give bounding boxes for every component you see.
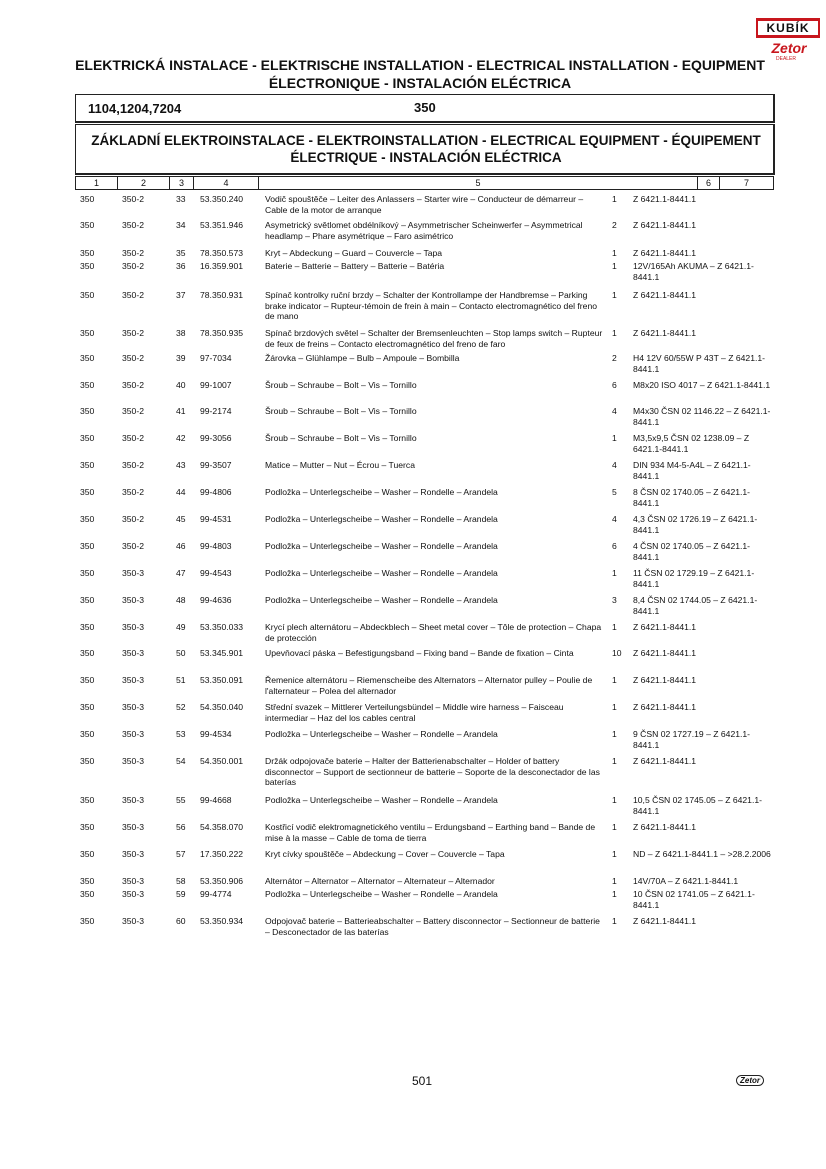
table-cell-c3: 52	[176, 702, 186, 712]
table-cell-c3: 49	[176, 622, 186, 632]
table-cell-c3: 41	[176, 406, 186, 416]
table-cell-c4: 53.350.906	[200, 876, 244, 886]
table-cell-c3: 33	[176, 194, 186, 204]
table-cell-c2: 350-2	[122, 433, 144, 443]
table-cell-c3: 39	[176, 353, 186, 363]
table-cell-c5: Baterie – Batterie – Battery – Batterie – Batéria	[265, 261, 445, 271]
table-cell-c7: Z 6421.1-8441.1	[633, 702, 697, 712]
table-cell-c6: 6	[612, 380, 617, 390]
table-cell-c1: 350	[80, 541, 95, 551]
table-cell-c6: 1	[612, 194, 617, 204]
table-cell-c7: 10,5 ČSN 02 1745.05 – Z 6421.1-8441.1	[633, 795, 762, 816]
table-cell-c6: 1	[612, 822, 617, 832]
table-cell-c7: Z 6421.1-8441.1	[633, 822, 697, 832]
table-cell-c4: 54.350.040	[200, 702, 244, 712]
table-cell-c2: 350-3	[122, 795, 144, 805]
table-cell-c5: Podložka – Unterlegscheibe – Washer – Rondelle – Arandela	[265, 889, 498, 899]
table-cell-c6: 2	[612, 220, 617, 230]
table-cell-c1: 350	[80, 675, 95, 685]
table-cell-c7: 12V/165Ah AKUMA – Z 6421.1-8441.1	[633, 261, 754, 282]
table-cell-c1: 350	[80, 194, 95, 204]
table-cell-c2: 350-2	[122, 328, 144, 338]
table-cell-c4: 99-3056	[200, 433, 232, 443]
table-cell-c2: 350-2	[122, 353, 144, 363]
page-title	[60, 56, 780, 92]
table-cell-c1: 350	[80, 380, 95, 390]
table-cell-c3: 53	[176, 729, 186, 739]
table-cell-c1: 350	[80, 795, 95, 805]
table-cell-c5: Krycí plech alternátoru – Abdeckblech – Sheet metal cover – Tôle de protection – Chapa de protección	[265, 622, 602, 643]
table-cell-c6: 6	[612, 541, 617, 551]
table-cell-c3: 57	[176, 849, 186, 859]
table-cell-c7: Z 6421.1-8441.1	[633, 756, 697, 766]
table-cell-c1: 350	[80, 729, 95, 739]
zetor-badge: Zetor	[736, 1075, 764, 1086]
table-cell-c6: 1	[612, 756, 617, 766]
table-cell-c3: 43	[176, 460, 186, 470]
table-cell-c7: Z 6421.1-8441.1	[633, 248, 697, 258]
table-cell-c6: 3	[612, 595, 617, 605]
table-cell-c5: Podložka – Unterlegscheibe – Washer – Rondelle – Arandela	[265, 487, 498, 497]
table-cell-c2: 350-3	[122, 916, 144, 926]
table-cell-c4: 99-4534	[200, 729, 232, 739]
table-cell-c5: Matice – Mutter – Nut – Écrou – Tuerca	[265, 460, 415, 470]
table-cell-c3: 60	[176, 916, 186, 926]
table-cell-c6: 1	[612, 433, 617, 443]
table-cell-c2: 350-2	[122, 194, 144, 204]
table-cell-c5: Šroub – Schraube – Bolt – Vis – Tornillo	[265, 380, 417, 390]
table-cell-c4: 78.350.573	[200, 248, 244, 258]
table-cell-c3: 44	[176, 487, 186, 497]
table-cell-c4: 54.350.001	[200, 756, 244, 766]
table-cell-c7: Z 6421.1-8441.1	[633, 675, 697, 685]
table-cell-c4: 99-4774	[200, 889, 232, 899]
title-line-2: ÉLECTRONIQUE - INSTALACIÓN ELÉCTRICA	[268, 75, 572, 91]
section-title-line-1: ZÁKLADNÍ ELEKTROINSTALACE - ELEKTROINSTALLATION - ELECTRICAL EQUIPMENT - ÉQUIPEMENT	[91, 133, 761, 148]
table-cell-c1: 350	[80, 889, 95, 899]
table-cell-c1: 350	[80, 648, 95, 658]
table-cell-c7: M3,5x9,5 ČSN 02 1238.09 – Z 6421.1-8441.1	[633, 433, 750, 454]
table-cell-c6: 1	[612, 916, 617, 926]
table-cell-c7: Z 6421.1-8441.1	[633, 290, 697, 300]
logo-red-bar	[756, 18, 820, 38]
table-cell-c4: 99-2174	[200, 406, 232, 416]
table-cell-c6: 1	[612, 622, 617, 632]
table-cell-c5: Spínač kontrolky ruční brzdy – Schalter der Kontrollampe der Handbremse – Parking brake indicator – Rupteur-témoin de frein à main – Contacto electromagnético del freno de mano	[265, 290, 597, 321]
column-header-row	[75, 176, 774, 190]
table-cell-c2: 350-3	[122, 622, 144, 632]
table-cell-c3: 55	[176, 795, 186, 805]
table-cell-c4: 99-4531	[200, 514, 232, 524]
table-cell-c5: Držák odpojovače baterie – Halter der Batterienabschalter – Holder of battery disconnector – Support de sectionneur de batterie – Soporte de la desconectador de las baterías	[265, 756, 600, 787]
table-cell-c1: 350	[80, 876, 95, 886]
table-cell-c2: 350-3	[122, 568, 144, 578]
table-cell-c1: 350	[80, 460, 95, 470]
table-cell-c2: 350-2	[122, 380, 144, 390]
table-cell-c5: Žárovka – Glühlampe – Bulb – Ampoule – Bombilla	[265, 353, 460, 363]
table-cell-c6: 1	[612, 702, 617, 712]
table-cell-c2: 350-2	[122, 460, 144, 470]
table-cell-c1: 350	[80, 822, 95, 832]
table-cell-c4: 53.351.946	[200, 220, 244, 230]
column-header: 2	[118, 177, 170, 189]
table-cell-c3: 51	[176, 675, 186, 685]
table-cell-c2: 350-2	[122, 406, 144, 416]
table-cell-c7: Z 6421.1-8441.1	[633, 328, 697, 338]
table-cell-c3: 35	[176, 248, 186, 258]
table-cell-c7: 11 ČSN 02 1729.19 – Z 6421.1-8441.1	[633, 568, 755, 589]
logo-dealer-text: DEALER	[776, 56, 797, 62]
table-cell-c6: 1	[612, 889, 617, 899]
table-cell-c5: Střední svazek – Mittlerer Verteilungsbündel – Middle wire harness – Faisceau intermediar – Haz del los cables central	[265, 702, 564, 723]
table-cell-c5: Kryt cívky spouštěče – Abdeckung – Cover – Couvercle – Tapa	[265, 849, 505, 859]
table-cell-c1: 350	[80, 595, 95, 605]
table-cell-c7: 4,3 ČSN 02 1726.19 – Z 6421.1-8441.1	[633, 514, 758, 535]
table-cell-c2: 350-3	[122, 648, 144, 658]
table-cell-c6: 1	[612, 729, 617, 739]
table-cell-c2: 350-2	[122, 541, 144, 551]
table-cell-c4: 54.358.070	[200, 822, 244, 832]
table-cell-c2: 350-2	[122, 220, 144, 230]
table-cell-c7: Z 6421.1-8441.1	[633, 622, 697, 632]
table-cell-c5: Kryt – Abdeckung – Guard – Couvercle – Tapa	[265, 248, 443, 258]
table-cell-c7: Z 6421.1-8441.1	[633, 916, 697, 926]
table-cell-c7: 9 ČSN 02 1727.19 – Z 6421.1-8441.1	[633, 729, 751, 750]
column-header: 7	[743, 178, 749, 188]
table-cell-c1: 350	[80, 328, 95, 338]
table-cell-c7: ND – Z 6421.1-8441.1 – >28.2.2006	[633, 849, 771, 859]
group-number: 350	[414, 100, 436, 115]
table-cell-c4: 99-1007	[200, 380, 232, 390]
table-cell-c6: 1	[612, 876, 617, 886]
table-cell-c7: Z 6421.1-8441.1	[633, 220, 697, 230]
section-title	[86, 132, 766, 166]
table-cell-c1: 350	[80, 353, 95, 363]
table-cell-c7: H4 12V 60/55W P 43T – Z 6421.1-8441.1	[633, 353, 766, 374]
table-cell-c2: 350-2	[122, 290, 144, 300]
table-cell-c4: 53.350.033	[200, 622, 244, 632]
models-label: 1104,1204,7204	[88, 101, 182, 116]
table-cell-c3: 56	[176, 822, 186, 832]
table-cell-c2: 350-2	[122, 487, 144, 497]
table-cell-c1: 350	[80, 849, 95, 859]
table-cell-c2: 350-2	[122, 261, 144, 271]
table-cell-c4: 99-4636	[200, 595, 232, 605]
table-cell-c4: 16.359.901	[200, 261, 244, 271]
table-cell-c5: Šroub – Schraube – Bolt – Vis – Tornillo	[265, 406, 417, 416]
table-cell-c5: Podložka – Unterlegscheibe – Washer – Rondelle – Arandela	[265, 568, 498, 578]
section-title-line-2: ÉLECTRIQUE - INSTALACIÓN ELÉCTRICA	[290, 150, 562, 165]
table-cell-c2: 350-2	[122, 514, 144, 524]
table-cell-c3: 38	[176, 328, 186, 338]
table-cell-c2: 350-3	[122, 729, 144, 739]
table-cell-c3: 36	[176, 261, 186, 271]
table-cell-c7: 10 ČSN 02 1741.05 – Z 6421.1-8441.1	[633, 889, 755, 910]
table-cell-c6: 4	[612, 460, 617, 470]
table-cell-c5: Šroub – Schraube – Bolt – Vis – Tornillo	[265, 433, 417, 443]
table-cell-c5: Odpojovač baterie – Batterieabschalter – Battery disconnector – Sectionneur de batterie – Desconectador de las baterías	[265, 916, 600, 937]
table-cell-c4: 17.350.222	[200, 849, 244, 859]
title-line-1: ELEKTRICKÁ INSTALACE - ELEKTRISCHE INSTALLATION - ELECTRICAL INSTALLATION - EQUIPMENT	[75, 57, 765, 73]
table-cell-c7: 8 ČSN 02 1740.05 – Z 6421.1-8441.1	[633, 487, 751, 508]
table-cell-c5: Kostřicí vodič elektromagnetického ventilu – Erdungsband – Earthing band – Bande de mise à la masse – Cable de toma de tierra	[265, 822, 596, 843]
table-cell-c1: 350	[80, 220, 95, 230]
table-cell-c1: 350	[80, 514, 95, 524]
table-cell-c5: Podložka – Unterlegscheibe – Washer – Rondelle – Arandela	[265, 541, 498, 551]
table-cell-c4: 99-4806	[200, 487, 232, 497]
table-cell-c6: 1	[612, 261, 617, 271]
table-cell-c1: 350	[80, 487, 95, 497]
table-cell-c7: M8x20 ISO 4017 – Z 6421.1-8441.1	[633, 380, 771, 390]
table-cell-c5: Podložka – Unterlegscheibe – Washer – Rondelle – Arandela	[265, 514, 498, 524]
table-cell-c4: 53.345.901	[200, 648, 244, 658]
table-cell-c2: 350-3	[122, 849, 144, 859]
table-cell-c1: 350	[80, 433, 95, 443]
table-cell-c6: 1	[612, 568, 617, 578]
table-cell-c4: 99-4803	[200, 541, 232, 551]
table-cell-c2: 350-3	[122, 889, 144, 899]
table-cell-c5: Upevňovací páska – Befestigungsband – Fixing band – Bande de fixation – Cinta	[265, 648, 574, 658]
table-cell-c6: 1	[612, 248, 617, 258]
table-cell-c7: DIN 934 M4-5-A4L – Z 6421.1-8441.1	[633, 460, 751, 481]
page-number: 501	[412, 1074, 433, 1088]
table-cell-c7: 14V/70A – Z 6421.1-8441.1	[633, 876, 739, 886]
table-cell-c5: Podložka – Unterlegscheibe – Washer – Rondelle – Arandela	[265, 795, 498, 805]
table-cell-c1: 350	[80, 568, 95, 578]
table-cell-c4: 99-4668	[200, 795, 232, 805]
table-cell-c6: 1	[612, 328, 617, 338]
table-cell-c5: Spínač brzdových světel – Schalter der Bremsenleuchten – Stop lamps switch – Rupteur de feux de freins – Contacto electromagnético del freno de faro	[265, 328, 603, 349]
table-cell-c6: 10	[612, 648, 622, 658]
table-cell-c6: 1	[612, 290, 617, 300]
table-cell-c1: 350	[80, 622, 95, 632]
table-cell-c3: 47	[176, 568, 186, 578]
table-cell-c7: Z 6421.1-8441.1	[633, 194, 697, 204]
table-cell-c6: 1	[612, 849, 617, 859]
table-cell-c6: 1	[612, 675, 617, 685]
column-header: 5	[259, 177, 698, 189]
table-cell-c4: 53.350.240	[200, 194, 244, 204]
table-cell-c2: 350-2	[122, 248, 144, 258]
table-cell-c1: 350	[80, 916, 95, 926]
table-cell-c5: Vodič spouštěče – Leiter des Anlassers – Starter wire – Conducteur de démarreur – Cable de la motor de arranque	[265, 194, 584, 215]
table-cell-c5: Podložka – Unterlegscheibe – Washer – Rondelle – Arandela	[265, 729, 498, 739]
table-cell-c5: Asymetrický světlomet obdélníkový – Asymmetrischer Scheinwerfer – Asymmetrical headlamp – Phare asymétrique – Faro asimétrico	[265, 220, 583, 241]
table-cell-c1: 350	[80, 261, 95, 271]
table-cell-c6: 4	[612, 406, 617, 416]
column-header: 3	[170, 177, 194, 189]
table-cell-c2: 350-3	[122, 675, 144, 685]
table-cell-c7: 4 ČSN 02 1740.05 – Z 6421.1-8441.1	[633, 541, 751, 562]
table-cell-c3: 54	[176, 756, 186, 766]
table-cell-c5: Podložka – Unterlegscheibe – Washer – Rondelle – Arandela	[265, 595, 498, 605]
table-cell-c4: 97-7034	[200, 353, 232, 363]
table-cell-c1: 350	[80, 756, 95, 766]
column-header: 4	[194, 177, 259, 189]
table-cell-c7: 8,4 ČSN 02 1744.05 – Z 6421.1-8441.1	[633, 595, 758, 616]
table-cell-c1: 350	[80, 702, 95, 712]
table-cell-c4: 78.350.931	[200, 290, 244, 300]
table-cell-c3: 48	[176, 595, 186, 605]
table-cell-c6: 1	[612, 795, 617, 805]
table-cell-c4: 99-3507	[200, 460, 232, 470]
logo-zetor-text: Zetor	[771, 40, 807, 56]
table-cell-c7: M4x30 ČSN 02 1146.22 – Z 6421.1-8441.1	[633, 406, 771, 427]
table-cell-c3: 40	[176, 380, 186, 390]
table-cell-c1: 350	[80, 290, 95, 300]
table-cell-c3: 46	[176, 541, 186, 551]
table-cell-c6: 2	[612, 353, 617, 363]
section-title-box	[75, 124, 775, 175]
column-header: 6	[698, 177, 720, 189]
table-cell-c2: 350-3	[122, 756, 144, 766]
table-cell-c4: 53.350.934	[200, 916, 244, 926]
table-cell-c3: 45	[176, 514, 186, 524]
table-cell-c6: 4	[612, 514, 617, 524]
table-cell-c7: Z 6421.1-8441.1	[633, 648, 697, 658]
table-cell-c2: 350-3	[122, 822, 144, 832]
table-cell-c4: 78.350.935	[200, 328, 244, 338]
column-header: 1	[76, 177, 118, 189]
table-cell-c5: Řemenice alternátoru – Riemenscheibe des Alternators – Alternator pulley – Poulie de l'alternateur – Polea del alternador	[265, 675, 593, 696]
table-cell-c3: 42	[176, 433, 186, 443]
table-cell-c3: 37	[176, 290, 186, 300]
table-cell-c5: Alternátor – Alternator – Alternator – Alternateur – Alternador	[265, 876, 495, 886]
table-cell-c4: 99-4543	[200, 568, 232, 578]
table-cell-c1: 350	[80, 406, 95, 416]
logo-top-text: KUBÍK	[758, 21, 818, 35]
table-cell-c3: 50	[176, 648, 186, 658]
table-cell-c2: 350-3	[122, 876, 144, 886]
table-cell-c2: 350-3	[122, 595, 144, 605]
table-cell-c1: 350	[80, 248, 95, 258]
table-cell-c4: 53.350.091	[200, 675, 244, 685]
table-cell-c3: 34	[176, 220, 186, 230]
table-cell-c3: 59	[176, 889, 186, 899]
table-cell-c6: 5	[612, 487, 617, 497]
table-cell-c3: 58	[176, 876, 186, 886]
table-cell-c2: 350-3	[122, 702, 144, 712]
model-group-box	[75, 94, 775, 123]
